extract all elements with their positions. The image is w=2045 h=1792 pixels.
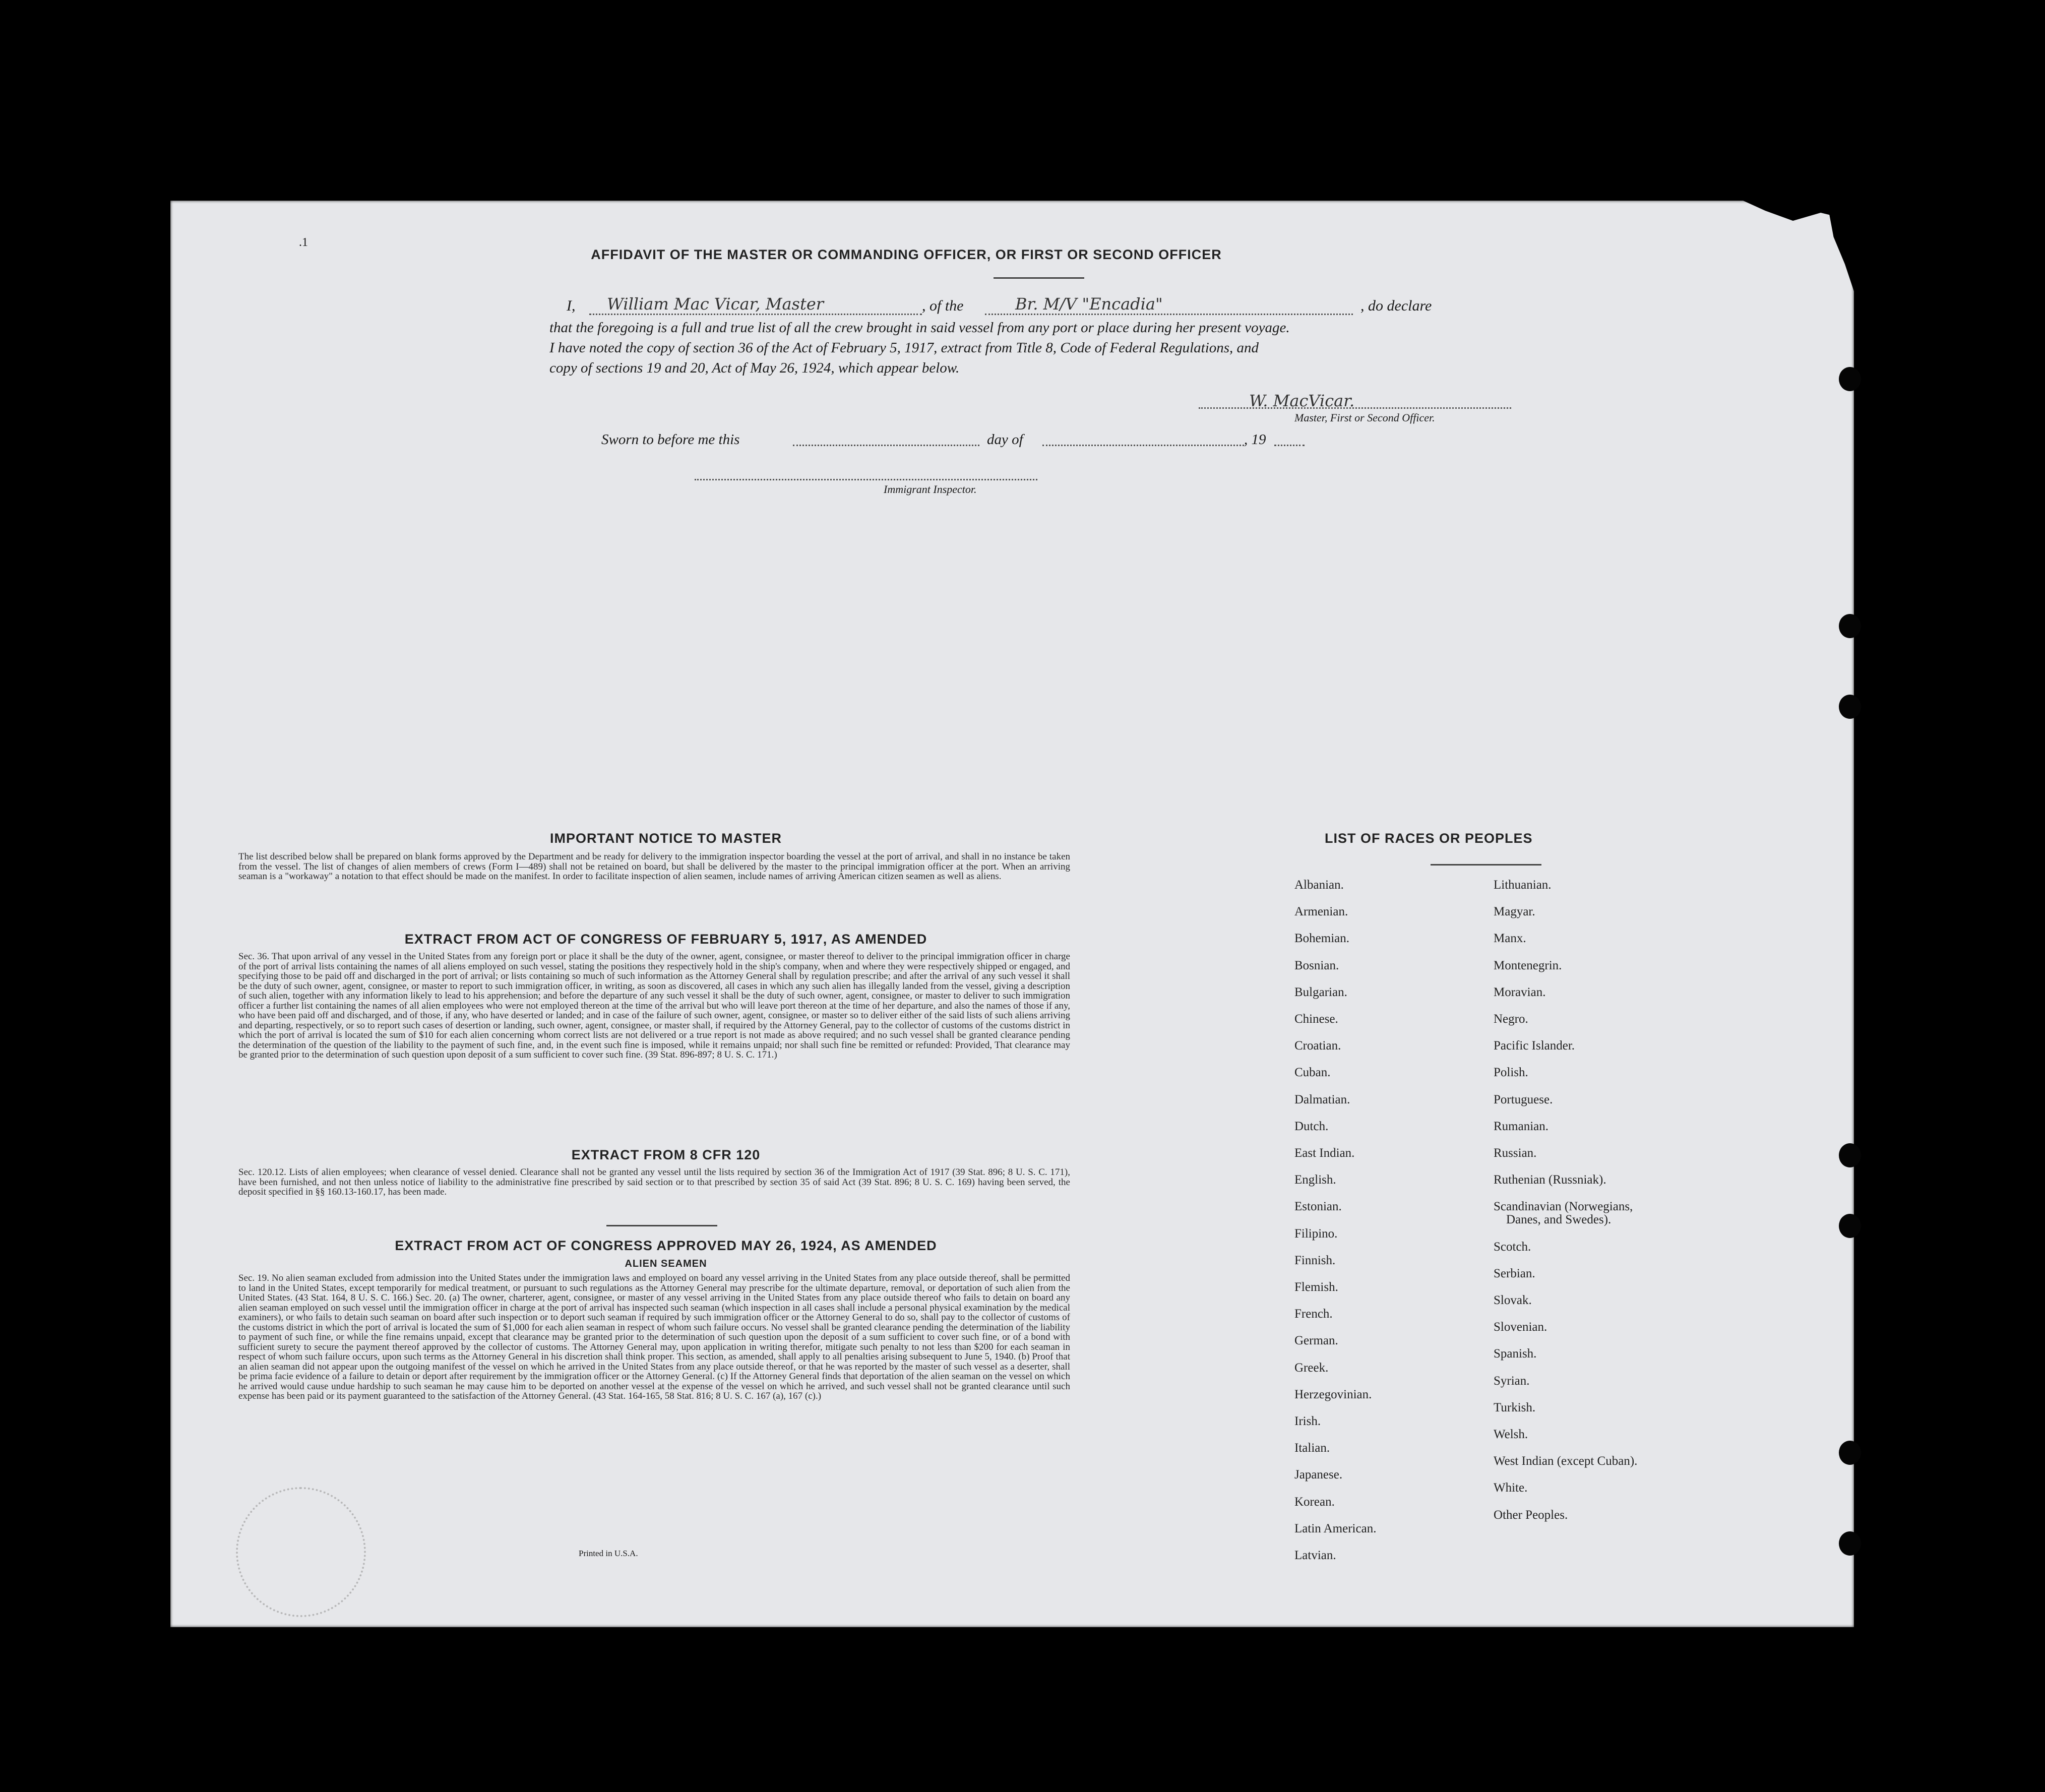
race-item: Syrian. [1494,1374,1530,1388]
title-rule [994,277,1084,279]
vessel-dotted-line [985,314,1353,315]
race-item: West Indian (except Cuban). [1494,1454,1638,1468]
race-item: Finnish. [1294,1253,1336,1267]
race-item: East Indian. [1294,1146,1355,1160]
affidavit-declare: , do declare [1360,297,1432,314]
race-item: Croatian. [1294,1039,1341,1053]
race-item: Scotch. [1494,1240,1531,1254]
affidavit-line3: I have noted the copy of section 36 of the Act of February 5, 1917, extract from Title 8, Code of Federal Regulations, and [549,340,1259,356]
race-item: White. [1494,1481,1528,1495]
extract-1924-body: Sec. 19. No alien seaman excluded from admission into the United States under the immigration laws and employed on board any vessel arriving in the United States from any place outside thereof, shall be permitted to land in the United States, except temporarily for medical treatment, or pursuant to such regulations as the Attorney General may prescribe for the ultimate departure, removal, or deportation of such alien from the United States. (43 Stat. 164, 8 U. S. C. 166.) Sec. 20. (a) The owner, charterer, agent, consignee, or master of any vessel arriving in the United States from any place outside thereof who fails to detain on board any alien seaman employed on such vessel until the immigration officer in charge at the port of arrival has inspected such seaman (which inspection in all cases shall include a personal physical examination by the medical examiners), or who fails to detain such seaman on board after such inspection or to deport such seaman if required by such immigration officer or the Attorney General to do so, shall pay to the collector of customs of the customs district in which the port of arrival is located the sum of $1,000 for each alien seaman in respect of whom such failure occurs. No vessel shall be granted clearance pending the determination of the liability to payment of such fine, or while the fine remains unpaid, except that clearance may be granted prior to the determination of such question upon the deposit of a sum sufficient to cover such fine, or of a bond with sufficient surety to secure the payment thereof approved by the collector of customs. The Attorney General may, upon application in writing therefor, mitigate such penalty to not less than $200 for each seaman in respect of whom such failure occurs, upon such terms as the Attorney General in his discretion shall think proper. This section, as amended, shall apply to all penalties arising subsequent to June 5, 1940. (b) Proof that an alien seaman did not appear upon the outgoing manifest of the vessel on which he arrived in the United States from any place outside thereof, or that he was reported by the master of such vessel as a deserter, shall be prima facie evidence of a failure to detain or deport after requirement by the immigration officer or the Attorney General. (c) If the Attorney General finds that deportation of the alien seaman on the vessel on which he arrived would cause undue hardship to such seaman he may cause him to be deported on another vessel at the expense of the vessel on which he arrived, and such vessel shall not be granted clearance until such expense has been paid or its payment guaranteed to the satisfaction of the Attorney General. (43 Stat. 164-165, 58 Stat. 816; 8 U. S. C. 167 (a), 167 (c).) [238,1273,1070,1401]
race-item: Slovenian. [1494,1320,1547,1334]
race-item: Dalmatian. [1294,1092,1350,1106]
race-item: French. [1294,1307,1333,1321]
extract-cfr-title: EXTRACT FROM 8 CFR 120 [571,1147,761,1162]
sworn-month-line [1042,445,1244,446]
extract-1917-title: EXTRACT FROM ACT OF CONGRESS OF FEBRUARY 5, 1917, AS AMENDED [404,932,927,947]
affidavit-line2: that the foregoing is a full and true list of all the crew brought in said vessel from any port or place during her present voyage. [549,320,1290,336]
race-item: Ruthenian (Russniak). [1494,1173,1606,1187]
master-name-handwritten: William Mac Vicar, Master [607,294,824,314]
affidavit-of-the: , of the [922,297,964,314]
punch-hole [1839,614,1861,638]
affidavit-title: AFFIDAVIT OF THE MASTER OR COMMANDING OFFICER, OR FIRST OR SECOND OFFICER [591,247,1222,262]
sworn-label: Sworn to before me this [601,431,740,448]
race-item: Spanish. [1494,1347,1537,1361]
race-item: Latin American. [1294,1521,1377,1535]
race-item: Scandinavian (Norwegians, [1494,1200,1633,1214]
notice-title: IMPORTANT NOTICE TO MASTER [550,831,782,846]
affidavit-line1 [567,294,1691,318]
race-item: Other Peoples. [1494,1508,1568,1522]
race-item: Russian. [1494,1146,1537,1160]
sworn-year: , 19 [1244,431,1266,448]
extract-1917-body: Sec. 36. That upon arrival of any vessel in the United States from any foreign port or place it shall be the duty of the owner, agent, consignee, or master thereof to deliver to the principal immigration officer in charge of the port of arrival lists containing the names of all aliens employed on such vessel, stating the positions they respectively hold in the ship's company, when and where they were respectively shipped or engaged, and specifying those to be paid off and discharged in the port of arrival; or lists containing so much of such information as the Attorney General shall by regulation prescribe; and after the arrival of any such vessel it shall be the duty of such owner, agent, consignee, or master to report to such immigration officer, in writing, as soon as discovered, all cases in which any such alien has illegally landed from the vessel, giving a description of such alien, together with any information likely to lead to his apprehension; and before the departure of any such vessel it shall be the duty of such owner, agent, consignee, or master to deliver to such immigration officer a further list containing the names of all alien employees who were not employed thereon at the time of the arrival but who will leave port thereon at the time of her departure, and also the names of those if any, who have been paid off and discharged, and of those, if any, who have deserted or landed; and in case of the failure of such owner, agent, consignee, or master so to deliver either of the said lists of such aliens arriving and departing, respectively, or so to report such cases of desertion or landing, such owner, agent, consignee, or master shall, if required by the Attorney General, pay to the collector of customs of the customs district in which the port of arrival is located the sum of $10 for each alien concerning whom correct lists are not delivered or a true report is not made as above required; and no such vessel shall be granted clearance pending the determination of the question of the liability to the payment of such fine, and, in the event such fine is imposed, while it remains unpaid; nor shall such fine be remitted or refunded: Provided, That clearance may be granted prior to the determination of such question upon deposit of a sum sufficient to cover such fine. (39 Stat. 896-897; 8 U. S. C. 171.) [238,951,1070,1060]
race-item: Estonian. [1294,1200,1342,1214]
race-item: Portuguese. [1494,1092,1553,1106]
race-item: Herzegovinian. [1294,1387,1372,1401]
race-item: Serbian. [1494,1266,1535,1280]
faded-stamp [236,1487,366,1617]
race-item: Bosnian. [1294,958,1339,972]
affidavit-line4: copy of sections 19 and 20, Act of May 26, 1924, which appear below. [549,360,960,376]
notice-body: The list described below shall be prepared on blank forms approved by the Department and be ready for delivery to the immigration inspector boarding the vessel at the port of arrival, and shall in no instance be taken from the vessel. The list of changes of alien members of crews (Form I—489) shall not be retained on board, but shall be delivered by the master to the principal immigration officer at the port. When an arriving seaman is a "workaway" a notation to that effect should be made on the manifest. In order to facilitate inspection of alien seamen, include names of arriving American citizen seamen as well as aliens. [238,851,1070,882]
races-title: LIST OF RACES OR PEOPLES [1325,831,1533,846]
race-item: Latvian. [1294,1549,1336,1562]
punch-hole [1839,1214,1861,1238]
printed-in-usa: Printed in U.S.A. [579,1549,638,1558]
sworn-year-line [1274,445,1305,446]
race-item: Montenegrin. [1494,958,1562,972]
race-item: Armenian. [1294,905,1348,919]
race-item: Lithuanian. [1494,878,1552,892]
name-dotted-line [589,314,922,315]
vessel-name-handwritten: Br. M/V "Encadia" [1015,294,1163,314]
punch-hole [1839,367,1861,391]
race-item: Korean. [1294,1495,1335,1509]
race-item: Polish. [1494,1066,1528,1080]
signature-caption: Master, First or Second Officer. [1294,411,1435,424]
race-item: Magyar. [1494,905,1535,919]
race-item: Manx. [1494,932,1526,946]
inspector-caption: Immigrant Inspector. [884,483,977,496]
extract-1924-title: EXTRACT FROM ACT OF CONGRESS APPROVED MAY 26, 1924, AS AMENDED [395,1238,937,1253]
section-rule [606,1225,717,1226]
inspector-line [695,479,1037,480]
punch-hole [1839,1441,1861,1465]
race-item: Slovak. [1494,1293,1532,1307]
race-item: English. [1294,1173,1336,1187]
signature-line [1199,407,1511,409]
race-item: Irish. [1294,1414,1321,1428]
races-rule [1431,864,1541,866]
race-item: German. [1294,1334,1338,1348]
race-item: Rumanian. [1494,1119,1549,1133]
race-item: Danes, and Swedes). [1506,1213,1612,1227]
extract-1924-subtitle: ALIEN SEAMEN [625,1258,707,1269]
race-item: Greek. [1294,1361,1329,1375]
race-item: Moravian. [1494,985,1546,999]
page-mark: .1 [299,236,308,249]
race-item: Chinese. [1294,1012,1338,1026]
race-item: Cuban. [1294,1066,1331,1080]
signature-handwritten: W. MacVicar. [1249,391,1355,410]
punch-hole [1839,1143,1861,1167]
affidavit-i: I, [567,297,576,314]
sworn-day-line [793,445,979,446]
race-item: Flemish. [1294,1280,1338,1294]
race-item: Welsh. [1494,1428,1528,1441]
race-item: Turkish. [1494,1400,1536,1414]
punch-hole [1839,1531,1861,1556]
race-item: Bulgarian. [1294,985,1347,999]
race-item: Pacific Islander. [1494,1039,1575,1053]
punch-hole [1839,695,1861,719]
race-item: Albanian. [1294,878,1344,892]
race-item: Bohemian. [1294,932,1350,946]
sworn-day-of: day of [987,431,1023,448]
race-item: Filipino. [1294,1226,1338,1241]
race-item: Negro. [1494,1012,1528,1026]
race-item: Italian. [1294,1441,1330,1455]
extract-cfr-body: Sec. 120.12. Lists of alien employees; when clearance of vessel denied. Clearance shall not be granted any vessel until the lists required by section 36 of the Immigration Act of 1917 (39 Stat. 896; 8 U. S. C. 171), have been furnished, and not then unless notice of liability to the administrative fine prescribed by said section or to that prescribed by section 35 of said Act (39 Stat. 896; 8 U. S. C. 169) having been served, the deposit specified in §§ 160.13-160.17, has been made. [238,1167,1070,1197]
race-item: Dutch. [1294,1119,1329,1133]
form-page [170,201,1854,1627]
race-item: Japanese. [1294,1468,1343,1482]
